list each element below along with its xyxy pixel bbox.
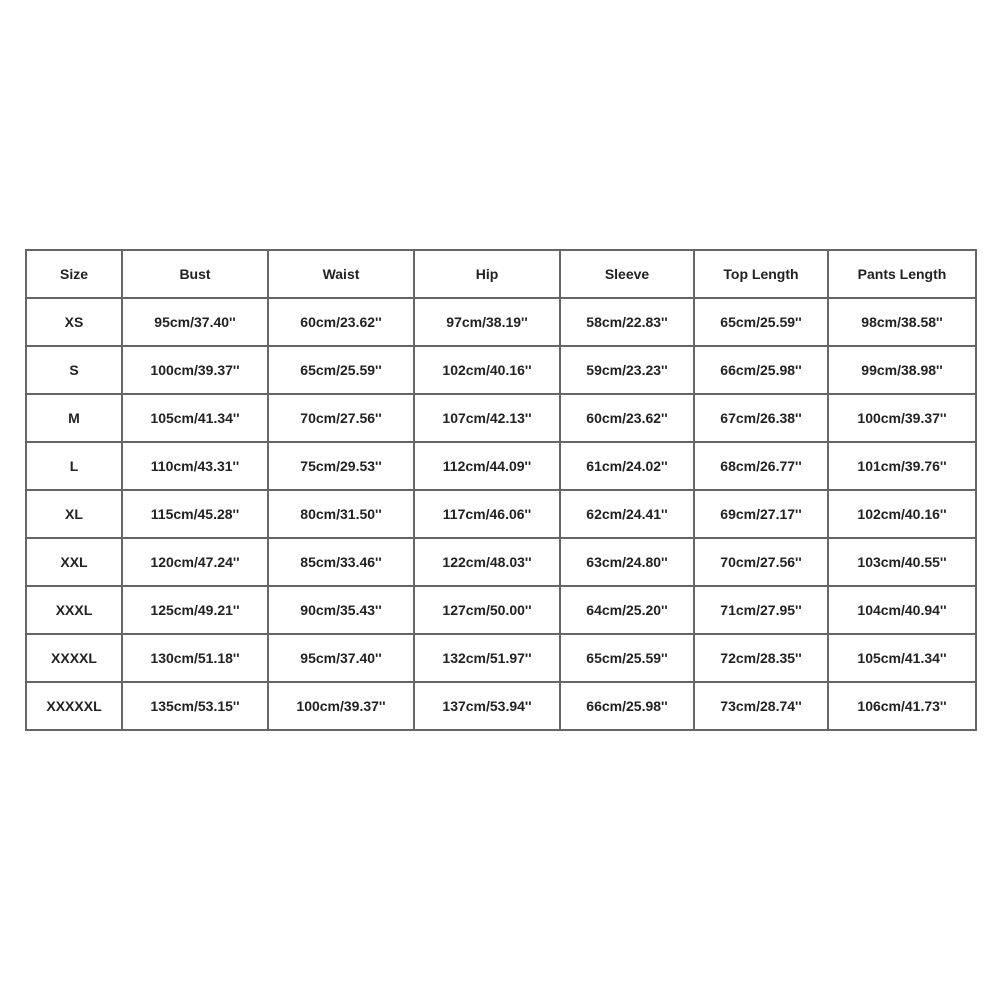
size-chart-table bbox=[25, 249, 977, 731]
size-cell: XS bbox=[26, 298, 122, 346]
hip-cell: 117cm/46.06'' bbox=[414, 490, 560, 538]
table-row bbox=[26, 442, 976, 490]
hip-cell: 112cm/44.09'' bbox=[414, 442, 560, 490]
top-length-cell: 67cm/26.38'' bbox=[694, 394, 828, 442]
table-row bbox=[26, 490, 976, 538]
size-cell: S bbox=[26, 346, 122, 394]
hip-cell: 102cm/40.16'' bbox=[414, 346, 560, 394]
waist-cell: 95cm/37.40'' bbox=[268, 634, 414, 682]
pants-length-cell: 101cm/39.76'' bbox=[828, 442, 976, 490]
table-row bbox=[26, 538, 976, 586]
table-row bbox=[26, 394, 976, 442]
header-row bbox=[26, 250, 976, 298]
top-length-cell: 71cm/27.95'' bbox=[694, 586, 828, 634]
bust-cell: 115cm/45.28'' bbox=[122, 490, 268, 538]
top-length-cell: 69cm/27.17'' bbox=[694, 490, 828, 538]
pants-length-cell: 99cm/38.98'' bbox=[828, 346, 976, 394]
size-cell: XXL bbox=[26, 538, 122, 586]
size-cell: XXXL bbox=[26, 586, 122, 634]
table-row bbox=[26, 634, 976, 682]
pants-length-cell: 103cm/40.55'' bbox=[828, 538, 976, 586]
waist-cell: 70cm/27.56'' bbox=[268, 394, 414, 442]
top-length-cell: 73cm/28.74'' bbox=[694, 682, 828, 730]
sleeve-cell: 58cm/22.83'' bbox=[560, 298, 694, 346]
bust-cell: 120cm/47.24'' bbox=[122, 538, 268, 586]
bust-cell: 125cm/49.21'' bbox=[122, 586, 268, 634]
hip-cell: 137cm/53.94'' bbox=[414, 682, 560, 730]
waist-cell: 60cm/23.62'' bbox=[268, 298, 414, 346]
header-pants-length: Pants Length bbox=[828, 250, 976, 298]
bust-cell: 100cm/39.37'' bbox=[122, 346, 268, 394]
header-size: Size bbox=[26, 250, 122, 298]
hip-cell: 127cm/50.00'' bbox=[414, 586, 560, 634]
size-cell: L bbox=[26, 442, 122, 490]
size-chart-body bbox=[26, 298, 976, 730]
waist-cell: 65cm/25.59'' bbox=[268, 346, 414, 394]
size-cell: XXXXL bbox=[26, 634, 122, 682]
header-waist: Waist bbox=[268, 250, 414, 298]
waist-cell: 90cm/35.43'' bbox=[268, 586, 414, 634]
bust-cell: 130cm/51.18'' bbox=[122, 634, 268, 682]
bust-cell: 110cm/43.31'' bbox=[122, 442, 268, 490]
sleeve-cell: 62cm/24.41'' bbox=[560, 490, 694, 538]
waist-cell: 75cm/29.53'' bbox=[268, 442, 414, 490]
table-row bbox=[26, 586, 976, 634]
sleeve-cell: 63cm/24.80'' bbox=[560, 538, 694, 586]
waist-cell: 85cm/33.46'' bbox=[268, 538, 414, 586]
top-length-cell: 65cm/25.59'' bbox=[694, 298, 828, 346]
waist-cell: 80cm/31.50'' bbox=[268, 490, 414, 538]
header-sleeve: Sleeve bbox=[560, 250, 694, 298]
table-row bbox=[26, 682, 976, 730]
sleeve-cell: 66cm/25.98'' bbox=[560, 682, 694, 730]
header-hip: Hip bbox=[414, 250, 560, 298]
hip-cell: 122cm/48.03'' bbox=[414, 538, 560, 586]
top-length-cell: 68cm/26.77'' bbox=[694, 442, 828, 490]
sleeve-cell: 65cm/25.59'' bbox=[560, 634, 694, 682]
pants-length-cell: 98cm/38.58'' bbox=[828, 298, 976, 346]
waist-cell: 100cm/39.37'' bbox=[268, 682, 414, 730]
sleeve-cell: 61cm/24.02'' bbox=[560, 442, 694, 490]
top-length-cell: 66cm/25.98'' bbox=[694, 346, 828, 394]
hip-cell: 132cm/51.97'' bbox=[414, 634, 560, 682]
pants-length-cell: 105cm/41.34'' bbox=[828, 634, 976, 682]
sleeve-cell: 64cm/25.20'' bbox=[560, 586, 694, 634]
size-cell: M bbox=[26, 394, 122, 442]
pants-length-cell: 106cm/41.73'' bbox=[828, 682, 976, 730]
bust-cell: 105cm/41.34'' bbox=[122, 394, 268, 442]
pants-length-cell: 100cm/39.37'' bbox=[828, 394, 976, 442]
table-row bbox=[26, 298, 976, 346]
header-bust: Bust bbox=[122, 250, 268, 298]
bust-cell: 95cm/37.40'' bbox=[122, 298, 268, 346]
size-chart-header bbox=[26, 250, 976, 298]
hip-cell: 107cm/42.13'' bbox=[414, 394, 560, 442]
sleeve-cell: 59cm/23.23'' bbox=[560, 346, 694, 394]
size-cell: XXXXXL bbox=[26, 682, 122, 730]
hip-cell: 97cm/38.19'' bbox=[414, 298, 560, 346]
bust-cell: 135cm/53.15'' bbox=[122, 682, 268, 730]
pants-length-cell: 104cm/40.94'' bbox=[828, 586, 976, 634]
header-top-length: Top Length bbox=[694, 250, 828, 298]
top-length-cell: 70cm/27.56'' bbox=[694, 538, 828, 586]
pants-length-cell: 102cm/40.16'' bbox=[828, 490, 976, 538]
table-row bbox=[26, 346, 976, 394]
sleeve-cell: 60cm/23.62'' bbox=[560, 394, 694, 442]
size-cell: XL bbox=[26, 490, 122, 538]
top-length-cell: 72cm/28.35'' bbox=[694, 634, 828, 682]
